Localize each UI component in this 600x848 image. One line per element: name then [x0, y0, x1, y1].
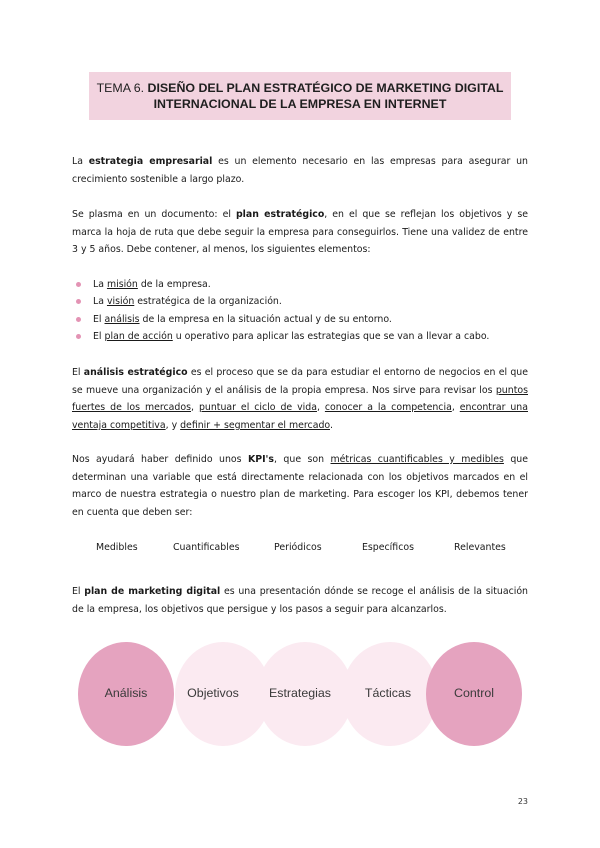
kpi-quality: Específicos [362, 542, 414, 553]
kpi-qualities-row [0, 542, 600, 558]
bold-term: KPI's [247, 454, 275, 465]
text: El [72, 586, 85, 597]
kpi-quality: Periódicos [274, 542, 322, 553]
underlined-term: análisis [104, 313, 140, 325]
step-label-analisis: Análisis [104, 686, 148, 700]
underlined-term: conocer a la competencia [324, 402, 452, 414]
bullet-dot-icon [76, 282, 81, 287]
text: La [72, 156, 89, 167]
underlined-term: visión [106, 296, 135, 308]
underlined-term: definir + segmentar el mercado [180, 419, 330, 431]
underlined-term: plan de acción [104, 331, 173, 343]
text: de la empresa en la situación actual y de su entorno. [139, 313, 392, 325]
text: Nos ayudará haber definido unos [72, 454, 248, 465]
list-item [76, 293, 532, 310]
text: u operativo para aplicar las estrategias que se van a llevar a cabo. [172, 331, 490, 343]
step-label-control: Control [454, 686, 494, 700]
text: , [191, 402, 199, 414]
bullet-dot-icon [76, 299, 81, 304]
kpi-quality: Relevantes [454, 542, 506, 553]
underlined-term: encontrar una ventaja competitiva [72, 402, 528, 431]
text: estratégica de la organización. [134, 296, 282, 308]
paragraph-estrategia-empresarial [72, 153, 528, 188]
paragraph-analisis-estrategico [72, 364, 528, 434]
paragraph-kpis [72, 451, 528, 521]
chapter-title-part1: DISEÑO DEL PLAN ESTRATÉGICO DE MARKETING DIGITAL [147, 81, 504, 95]
text: La [93, 296, 107, 308]
text: es el proceso que se da para estudiar el entorno de negocios en el que se mueve una organización y el análisis de la propia empresa. Nos sirve para revisar los [72, 367, 528, 396]
kpi-quality: Medibles [96, 542, 138, 553]
underlined-term: misión [106, 279, 138, 290]
chapter-number: TEMA 6. [96, 81, 145, 95]
step-label-estrategias: Estrategias [269, 686, 331, 700]
text: , que son [274, 454, 331, 465]
paragraph-plan-estrategico [72, 206, 528, 259]
text: , en el que se reflejan los objetivos y se marca la hoja de ruta que debe seguir la empresa para conseguirlos. Tiene una validez de entre 3 y 5 años. Debe contener, al menos, los siguientes elementos: [72, 209, 528, 256]
bold-term: plan de marketing digital [84, 586, 221, 597]
chapter-title-box [89, 72, 511, 120]
underlined-term: puntos fuertes de los mercados [72, 384, 528, 414]
paragraph-plan-marketing-digital [72, 583, 528, 618]
text: . [329, 419, 333, 431]
text: es un elemento necesario en las empresas para asegurar un crecimiento sostenible a largo plazo. [72, 156, 528, 185]
text: que determinan una variable que está directamente relacionada con los objetivos marcados en el marco de nuestra estrategia o nuestro plan de marketing. Para escoger los KPI, debemos tener en cuenta que deben ser: [72, 454, 529, 518]
bold-term: plan estratégico [235, 209, 325, 220]
text: , [451, 402, 460, 414]
step-label-objetivos: Objetivos [187, 686, 239, 700]
page-number: 23 [517, 797, 528, 806]
underlined-term: métricas cuantificables y medibles [330, 454, 504, 465]
kpi-quality: Cuantificables [173, 542, 240, 553]
text: El [93, 313, 105, 325]
marketing-plan-steps-diagram [0, 642, 600, 748]
text: El [93, 331, 105, 343]
text: Se plasma en un documento: el [72, 209, 236, 220]
bold-term: análisis estratégico [83, 367, 188, 378]
bold-term: estrategia empresarial [88, 156, 213, 167]
list-item [76, 328, 532, 345]
elements-bullet-list [76, 276, 532, 346]
bullet-dot-icon [76, 317, 81, 322]
text: La [93, 279, 107, 290]
text: de la empresa. [137, 279, 211, 290]
list-item [76, 311, 532, 328]
text: , y [165, 419, 181, 431]
step-label-tacticas: Tácticas [364, 686, 412, 700]
text: es una presentación dónde se recoge el análisis de la situación de la empresa, los objetivos que persigue y los pasos a seguir para alcanzarlos. [72, 586, 529, 615]
text: El [72, 367, 84, 378]
underlined-term: puntuar el ciclo de vida [198, 402, 317, 414]
list-item [76, 276, 532, 293]
chapter-title-line2: INTERNACIONAL DE LA EMPRESA EN INTERNET [153, 97, 447, 111]
bullet-dot-icon [76, 334, 81, 339]
text: , [316, 402, 325, 414]
chapter-title-line1 [89, 80, 511, 96]
